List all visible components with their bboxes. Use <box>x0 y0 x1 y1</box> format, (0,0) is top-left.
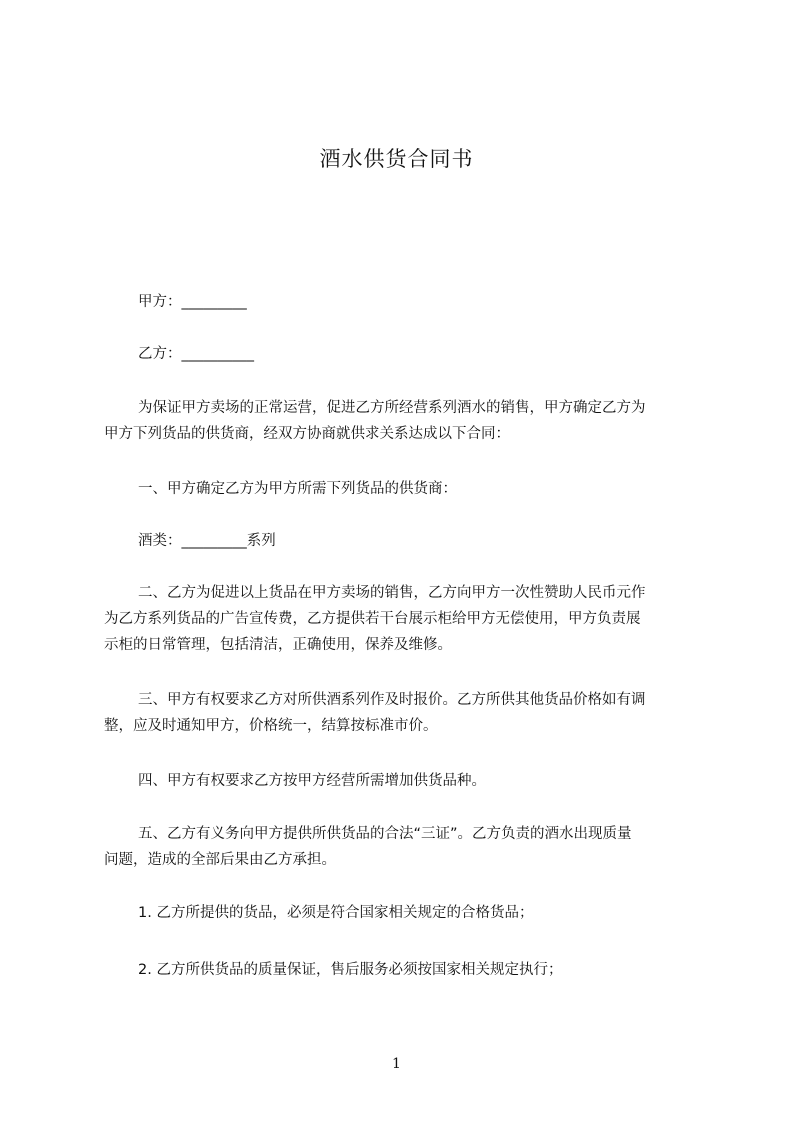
document-title: 酒水供货合同书 <box>319 147 474 171</box>
wine-category-line: 酒类：_________系列 <box>138 533 276 549</box>
intro-line-1: 为保证甲方卖场的正常运营，促进乙方所经营系列酒水的销售，甲方确定乙方为 <box>138 400 646 416</box>
clause-1: 一、甲方确定乙方为甲方所需下列货品的供货商： <box>138 481 457 497</box>
intro-line-2: 甲方下列货品的供货商，经双方协商就供求关系达成以下合同： <box>104 426 510 442</box>
list-item-2: 2. 乙方所供货品的质量保证，售后服务必须按国家相关规定执行； <box>138 962 563 978</box>
clause-2-line-3: 示柜的日常管理，包括清洁，正确使用，保养及维修。 <box>104 637 452 653</box>
clause-3-line-1: 三、甲方有权要求乙方对所供酒系列作及时报价。乙方所供其他货品价格如有调 <box>138 692 646 708</box>
clause-5-paragraph <box>104 821 704 873</box>
clause-2-paragraph <box>104 580 704 658</box>
page-number: 1 <box>392 1056 401 1072</box>
clause-2-line-2: 为乙方系列货品的广告宣传费，乙方提供若干台展示柜给甲方无偿使用，甲方负责展 <box>104 611 641 627</box>
clause-2-line-1: 二、乙方为促进以上货品在甲方卖场的销售，乙方向甲方一次性赞助人民币元作 <box>138 585 646 601</box>
intro-paragraph <box>104 395 704 447</box>
clause-5-line-1: 五、乙方有义务向甲方提供所供货品的合法“三证”。乙方负责的酒水出现质量 <box>138 826 632 842</box>
party-b-line: 乙方：__________ <box>138 346 254 362</box>
list-item-1: 1. 乙方所提供的货品，必须是符合国家相关规定的合格货品； <box>138 905 534 921</box>
clause-5-line-2: 问题，造成的全部后果由乙方承担。 <box>104 852 336 868</box>
party-a-line: 甲方：_________ <box>138 294 247 310</box>
clause-3-line-2: 整，应及时通知甲方，价格统一，结算按标准市价。 <box>104 718 438 734</box>
clause-4: 四、甲方有权要求乙方按甲方经营所需增加供货品种。 <box>138 773 486 789</box>
clause-3-paragraph <box>104 687 704 739</box>
